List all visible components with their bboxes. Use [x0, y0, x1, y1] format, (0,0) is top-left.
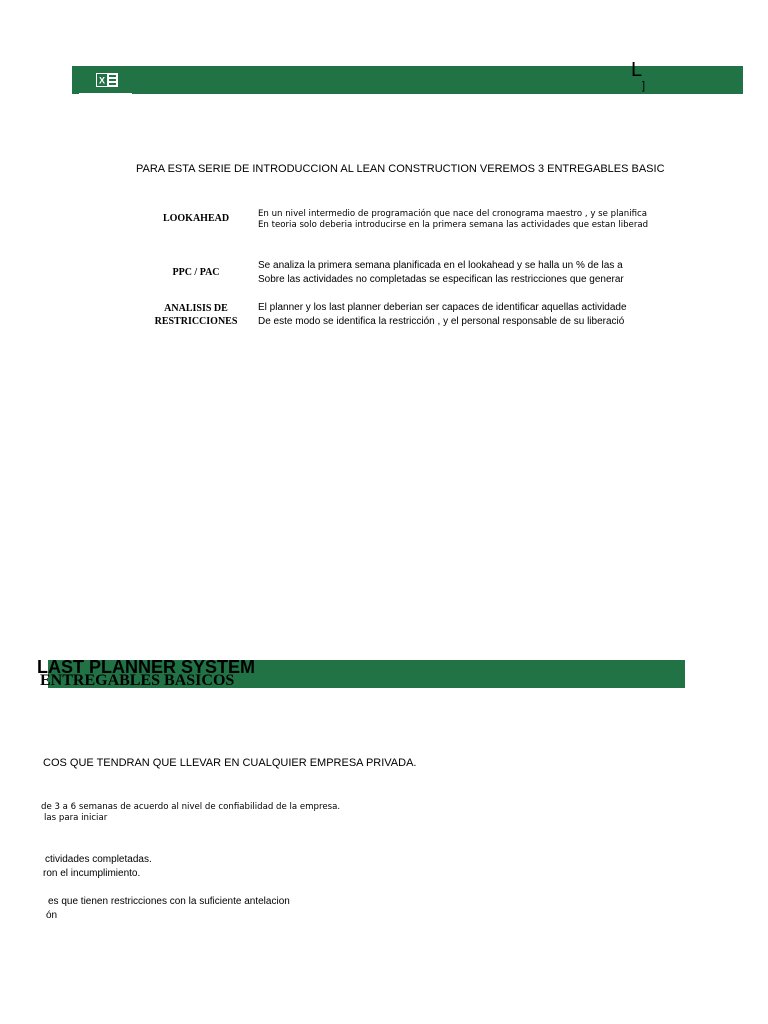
lookahead-line-1: En un nivel intermedio de programación que nace del cronograma maestro , y se planifica: [258, 209, 648, 219]
header-bar-continued: [37, 657, 685, 689]
header-bar-underline: [79, 93, 132, 95]
ppc-line-2: Sobre las actividades no completadas se especifican las restricciones que generar: [258, 274, 624, 285]
lookahead-line-1-continued: [41, 802, 748, 813]
intro-text: PARA ESTA SERIE DE INTRODUCCION AL LEAN CONSTRUCTION VEREMOS 3 ENTREGABLES BASIC: [136, 163, 665, 175]
lookahead-end-2: las para iniciar: [44, 813, 108, 823]
restricciones-line-1-continued: [48, 895, 748, 908]
label-analisis: ANALISIS DE: [164, 303, 228, 314]
label-restricciones: RESTRICCIONES: [154, 316, 238, 327]
lookahead-end-1: de 3 a 6 semanas de acuerdo al nivel de confiabilidad de la empresa.: [41, 802, 341, 812]
ppc-end-1: ctividades completadas.: [45, 854, 152, 865]
restricciones-line-1: El planner y los last planner deberian ser capaces de identificar aquellas actividade: [258, 302, 627, 313]
title-last-planner: LAST PLANNER SYSTEM: [37, 657, 256, 677]
label-lookahead: LOOKAHEAD: [162, 213, 230, 224]
intro-text-continued: [43, 757, 748, 770]
title-letter: L: [631, 59, 643, 81]
ppc-end-2: ron el incumplimiento.: [43, 868, 141, 879]
svg-text:X: X: [98, 75, 106, 86]
ppc-line-1-continued: [45, 853, 748, 866]
subtitle-letter: ]: [642, 80, 646, 92]
excel-icon: [96, 73, 118, 87]
restricciones-line-2: De este modo se identifica la restricción , y el personal responsable de su liberació: [258, 316, 625, 327]
lookahead-line-2-continued: [44, 813, 748, 824]
ppc-line-1: Se analiza la primera semana planificada en el lookahead y se halla un % de las a: [258, 260, 623, 271]
ppc-line-2-continued: [43, 867, 748, 880]
subtitle-entregables: ENTREGABLES BASICOS: [40, 672, 235, 689]
restricciones-end-2: ón: [46, 910, 58, 921]
label-analisis-restricciones: [152, 302, 240, 328]
restricciones-line-2-continued: [48, 909, 748, 922]
restricciones-end-1: es que tienen restricciones con la suficiente antelacion: [48, 896, 290, 907]
label-ppc-pac: PPC / PAC: [172, 267, 220, 278]
lookahead-line-2: En teoria solo deberia introducirse en la primera semana las actividades que estan liberad: [258, 220, 649, 230]
intro-end: COS QUE TENDRAN QUE LLEVAR EN CUALQUIER EMPRESA PRIVADA.: [43, 757, 417, 769]
